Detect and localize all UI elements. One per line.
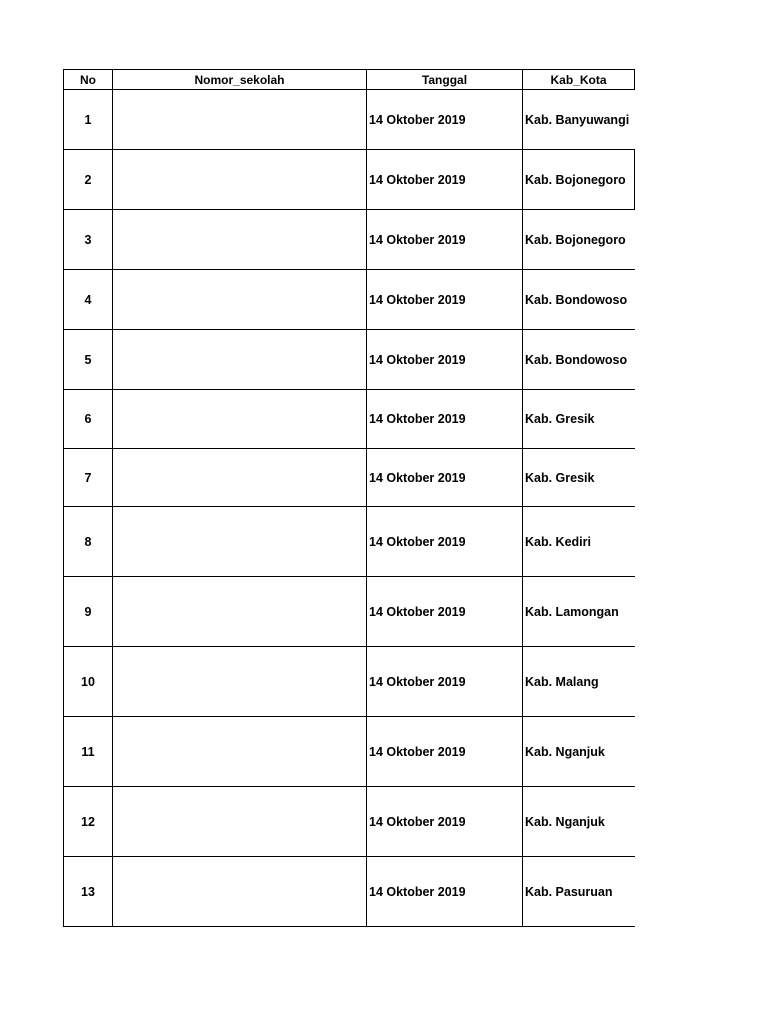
cell-nomor-sekolah [113,577,367,647]
cell-kab-kota: Kab. Pasuruan [523,857,635,927]
cell-tanggal: 14 Oktober 2019 [367,647,523,717]
cell-nomor-sekolah [113,647,367,717]
cell-no: 7 [64,449,113,507]
cell-kab-kota: Kab. Bondowoso [523,270,635,330]
cell-kab-kota: Kab. Bojonegoro [523,150,635,210]
cell-nomor-sekolah [113,330,367,390]
cell-tanggal: 14 Oktober 2019 [367,507,523,577]
cell-nomor-sekolah [113,717,367,787]
cell-no: 8 [64,507,113,577]
header-row [64,70,635,90]
cell-no: 4 [64,270,113,330]
cell-nomor-sekolah [113,787,367,857]
table-row [64,330,635,390]
header-no: No [64,70,113,90]
cell-nomor-sekolah [113,857,367,927]
cell-kab-kota: Kab. Malang [523,647,635,717]
cell-kab-kota: Kab. Kediri [523,507,635,577]
cell-tanggal: 14 Oktober 2019 [367,449,523,507]
cell-nomor-sekolah [113,90,367,150]
cell-no: 11 [64,717,113,787]
cell-nomor-sekolah [113,390,367,449]
cell-nomor-sekolah [113,150,367,210]
cell-tanggal: 14 Oktober 2019 [367,717,523,787]
cell-no: 13 [64,857,113,927]
table-row [64,787,635,857]
cell-no: 1 [64,90,113,150]
cell-kab-kota: Kab. Lamongan [523,577,635,647]
cell-kab-kota: Kab. Bondowoso [523,330,635,390]
cell-tanggal: 14 Oktober 2019 [367,210,523,270]
cell-no: 2 [64,150,113,210]
cell-kab-kota: Kab. Gresik [523,449,635,507]
cell-no: 10 [64,647,113,717]
table-header [64,70,635,90]
cell-nomor-sekolah [113,449,367,507]
cell-kab-kota: Kab. Bojonegoro [523,210,635,270]
cell-tanggal: 14 Oktober 2019 [367,787,523,857]
cell-no: 12 [64,787,113,857]
cell-no: 9 [64,577,113,647]
table-row [64,507,635,577]
cell-tanggal: 14 Oktober 2019 [367,857,523,927]
table-row [64,150,635,210]
cell-nomor-sekolah [113,210,367,270]
table-body [64,90,635,927]
cell-kab-kota: Kab. Nganjuk [523,787,635,857]
header-nomor-sekolah: Nomor_sekolah [113,70,367,90]
table-row [64,210,635,270]
cell-tanggal: 14 Oktober 2019 [367,390,523,449]
cell-no: 3 [64,210,113,270]
header-kab-kota: Kab_Kota [523,70,635,90]
cell-kab-kota: Kab. Gresik [523,390,635,449]
cell-tanggal: 14 Oktober 2019 [367,330,523,390]
header-tanggal: Tanggal [367,70,523,90]
table-row [64,717,635,787]
cell-tanggal: 14 Oktober 2019 [367,577,523,647]
cell-nomor-sekolah [113,270,367,330]
table-row [64,449,635,507]
data-table [63,69,635,927]
cell-tanggal: 14 Oktober 2019 [367,270,523,330]
table-row [64,390,635,449]
cell-nomor-sekolah [113,507,367,577]
cell-no: 6 [64,390,113,449]
cell-no: 5 [64,330,113,390]
cell-kab-kota: Kab. Nganjuk [523,717,635,787]
cell-tanggal: 14 Oktober 2019 [367,90,523,150]
cell-kab-kota: Kab. Banyuwangi [523,90,635,150]
table-row [64,857,635,927]
table-row [64,90,635,150]
table-row [64,270,635,330]
table-row [64,577,635,647]
table-row [64,647,635,717]
cell-tanggal: 14 Oktober 2019 [367,150,523,210]
